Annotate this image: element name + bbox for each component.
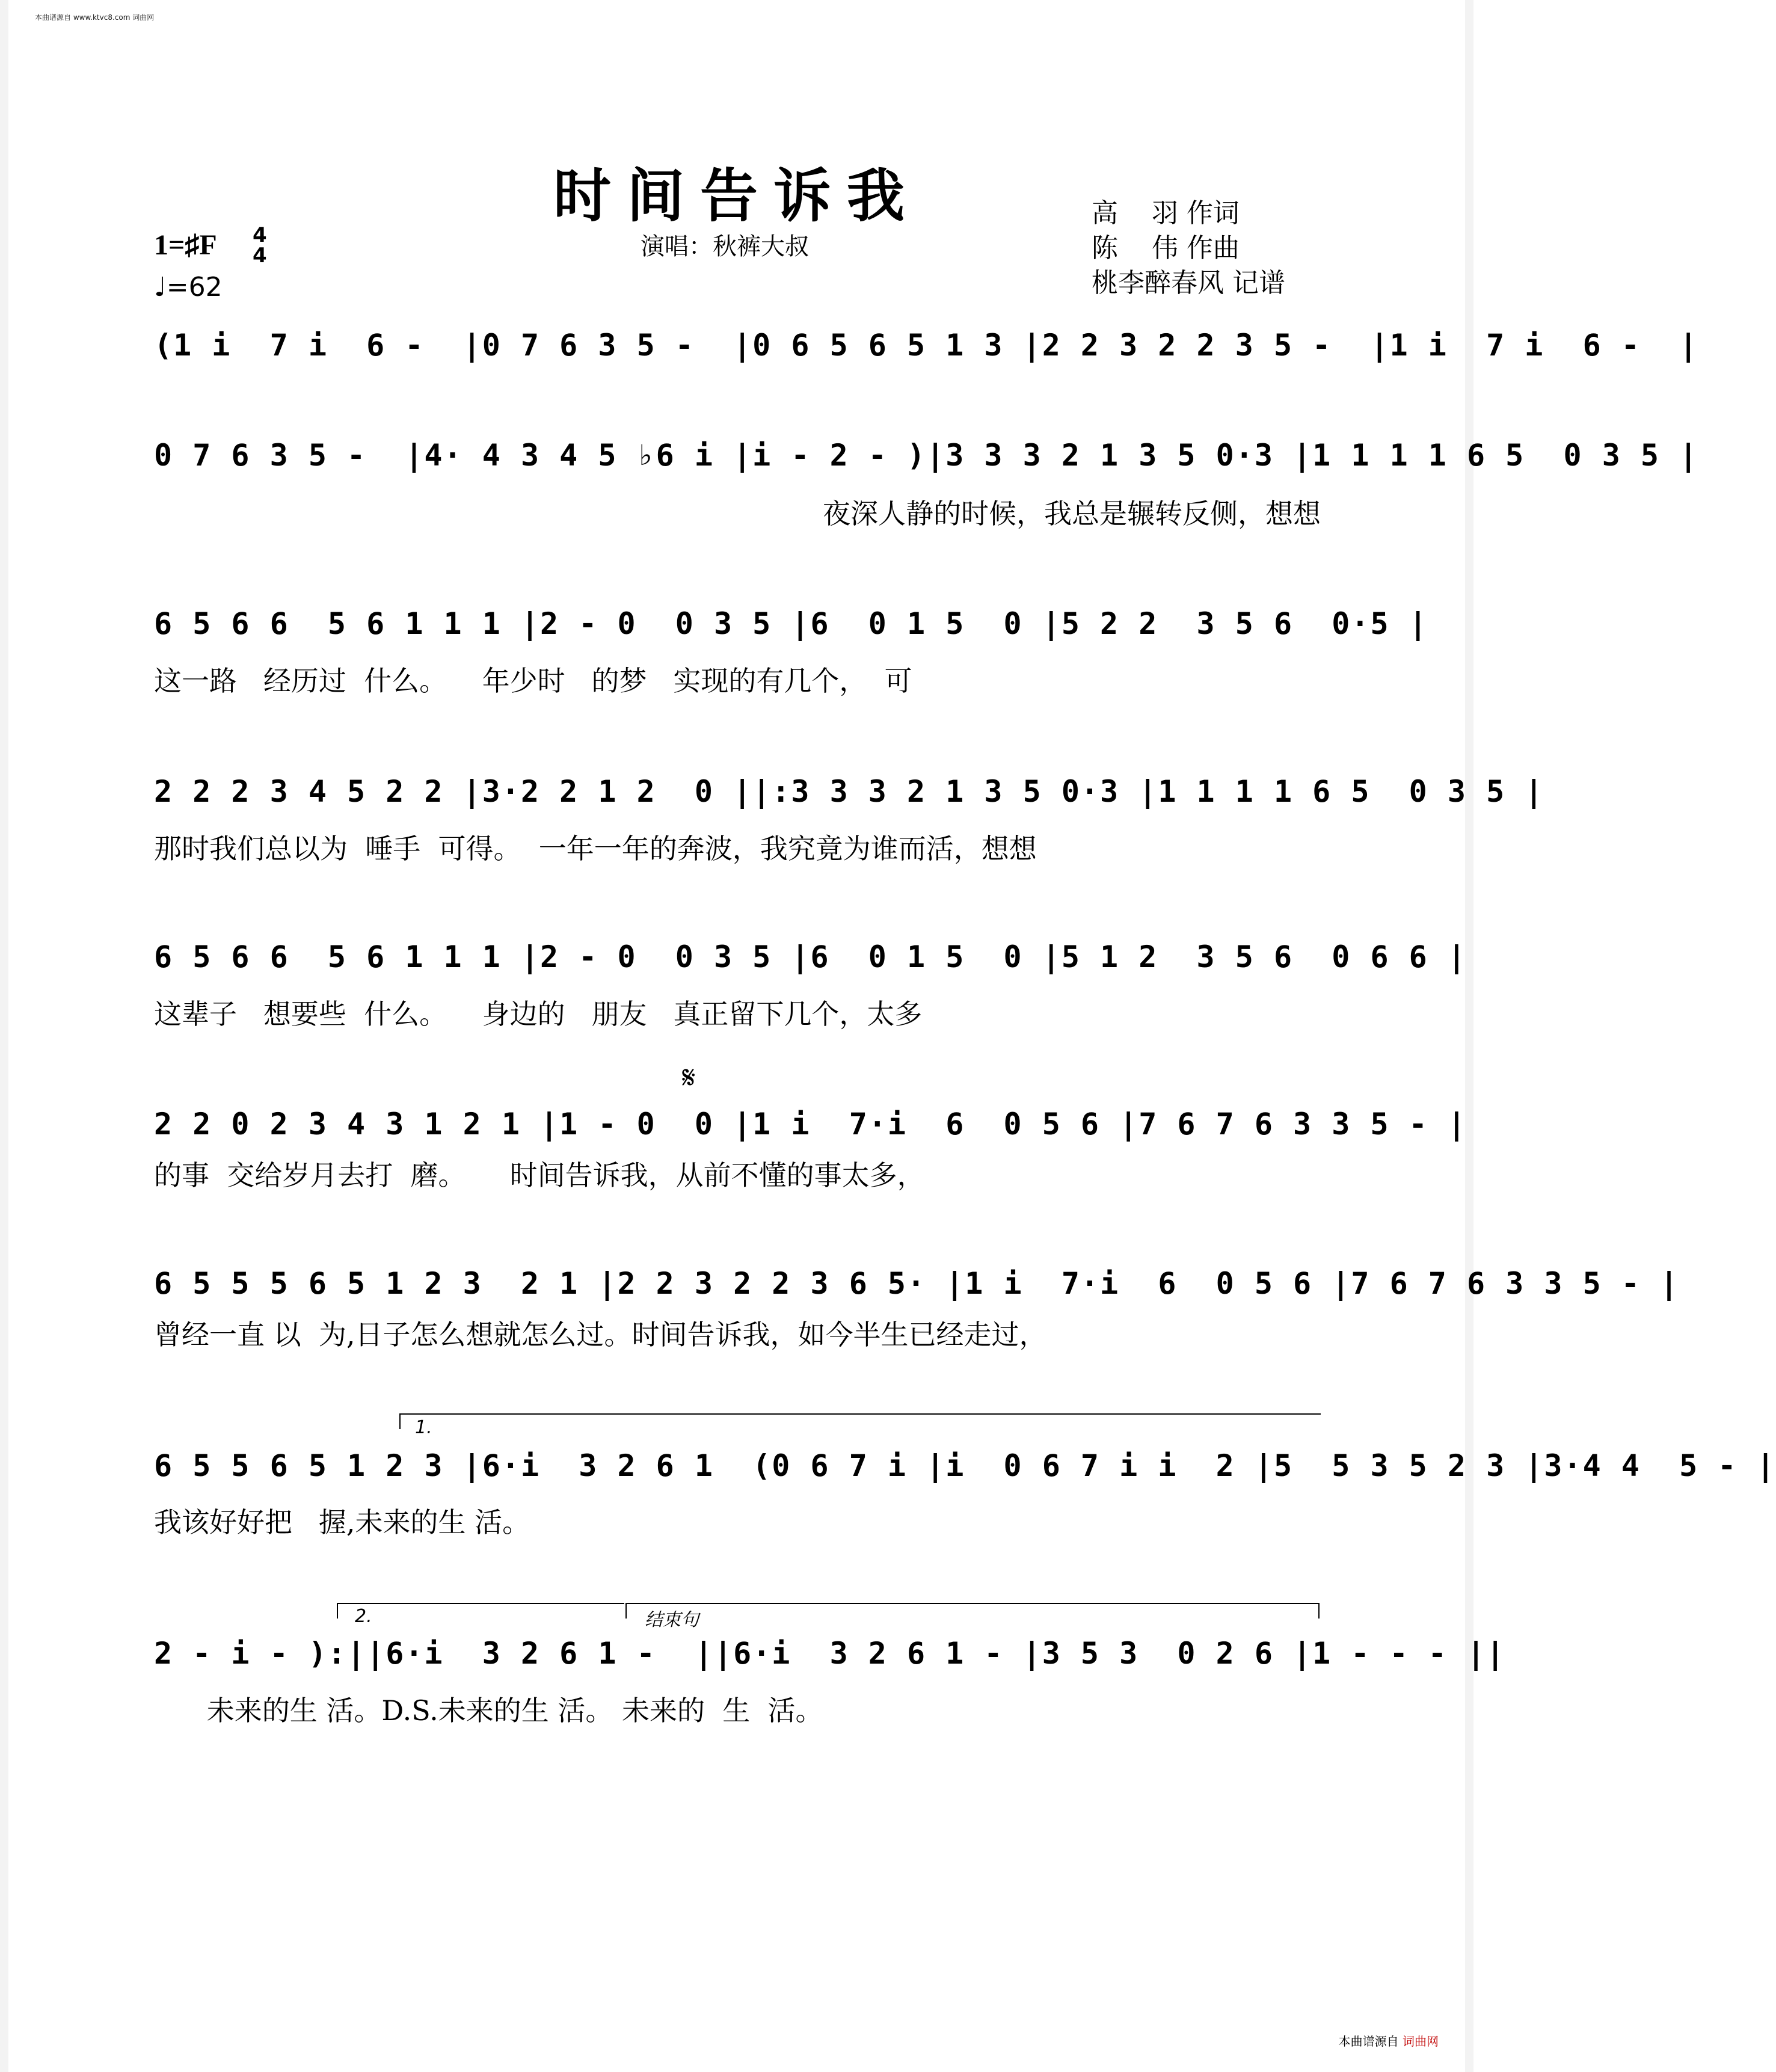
- notation-line: 6 5 6 6 5 6 1 1 1 |2 - 0 0 3 5 |6 0 1 5 0 |5 1 2 3 5 6 0 6 6 |: [154, 939, 1467, 974]
- footer-source: [1339, 2032, 1439, 2049]
- score-row-3: [154, 606, 1428, 648]
- header-source-text: 本曲谱源自 www.ktvc8.com 词曲网: [35, 13, 155, 22]
- volta-2-label: 2.: [355, 1606, 372, 1627]
- right-margin-strip: [1465, 0, 1473, 2072]
- score-row-1: [154, 328, 1699, 370]
- volta-bracket-2: [337, 1603, 624, 1619]
- song-title: 时间告诉我: [553, 162, 920, 230]
- notation-line: 0 7 6 3 5 - |4· 4 3 4 5 ♭6 i |i - 2 - )|3 3 3 2 1 3 5 0·3 |1 1 1 1 6 5 0 3 5 |: [154, 438, 1699, 473]
- lyric-line: 未来的生 活。D.S.未来的生 活。 未来的 生 活。: [154, 1694, 823, 1727]
- time-signature-bottom: 4: [253, 244, 267, 268]
- time-signature-top: 4: [253, 223, 267, 247]
- score-row-7: [154, 1266, 1680, 1308]
- tempo-marking: ♩=62: [154, 272, 223, 303]
- footer-site-label: 词曲网: [1403, 2034, 1439, 2049]
- notation-line: 6 5 5 5 6 5 1 2 3 2 1 |2 2 3 2 2 3 6 5· |1 i 7·i 6 0 5 6 |7 6 7 6 3 3 5 - |: [154, 1266, 1680, 1301]
- volta-1-label: 1.: [415, 1417, 432, 1438]
- lyric-line: 那时我们总以为 唾手 可得。 一年一年的奔波，我究竟为谁而活，想想: [154, 832, 1037, 865]
- left-margin-strip: [0, 0, 8, 2072]
- lyric-line: 这一路 经历过 什么。 年少时 的梦 实现的有几个， 可: [154, 665, 912, 697]
- notation-line: 6 5 5 6 5 1 2 3 |6·i 3 2 6 1 (0 6 7 i |i 0 6 7 i i 2 |5 5 3 5 2 3 |3·4 4 5 - |: [154, 1448, 1776, 1483]
- lyric-line: 夜深人静的时候，我总是辗转反侧，想想: [823, 497, 1321, 530]
- notation-line: 6 5 6 6 5 6 1 1 1 |2 - 0 0 3 5 |6 0 1 5 0 |5 2 2 3 5 6 0·5 |: [154, 606, 1428, 641]
- notation-line: (1 i 7 i 6 - |0 7 6 3 5 - |0 6 5 6 5 1 3 |2 2 3 2 2 3 5 - |1 i 7 i 6 - |: [154, 328, 1699, 363]
- notation-line: 2 2 2 3 4 5 2 2 |3·2 2 1 2 0 ||:3 3 3 2 1 3 5 0·3 |1 1 1 1 6 5 0 3 5 |: [154, 774, 1544, 809]
- lyric-line: 我该好好把 握,未来的生 活。: [154, 1506, 530, 1539]
- lyricist-credit: 高 羽 作词: [1092, 198, 1240, 229]
- key-signature: 1=♯F: [154, 229, 217, 261]
- lyric-line: 的事 交给岁月去打 磨。 时间告诉我，从前不懂的事太多，: [154, 1159, 925, 1191]
- score-row-6: [154, 1107, 1467, 1149]
- lyric-line: 这辈子 想要些 什么。 身边的 朋友 真正留下几个，太多: [154, 998, 923, 1030]
- notation-line: 2 - i - ):||6·i 3 2 6 1 - ||6·i 3 2 6 1 - |3 5 3 0 2 6 |1 - - - ||: [154, 1636, 1506, 1671]
- composer-credit: 陈 伟 作曲: [1092, 233, 1240, 263]
- score-row-2: [154, 438, 1699, 480]
- notation-line: 2 2 0 2 3 4 3 1 2 1 |1 - 0 0 |1 i 7·i 6 0 5 6 |7 6 7 6 3 3 5 - |: [154, 1107, 1467, 1142]
- coda-label: 结束句: [645, 1609, 699, 1631]
- coda-bracket: [625, 1603, 1320, 1619]
- lyric-line: 曾经一直 以 为,日子怎么想就怎么过。时间告诉我，如今半生已经走过，: [154, 1318, 1047, 1351]
- score-row-4: [154, 774, 1544, 816]
- score-row-8: [154, 1448, 1776, 1490]
- transcriber-credit: 桃李醉春风 记谱: [1092, 268, 1285, 298]
- singer-credit: 演唱：秋裤大叔: [641, 233, 809, 260]
- footer-source-label: 本曲谱源自: [1338, 2034, 1399, 2049]
- segno-sign: 𝄋: [682, 1060, 696, 1096]
- score-row-5: [154, 939, 1467, 982]
- score-row-9: [154, 1636, 1506, 1678]
- time-signature: [253, 225, 267, 266]
- volta-bracket-1: [399, 1413, 1321, 1429]
